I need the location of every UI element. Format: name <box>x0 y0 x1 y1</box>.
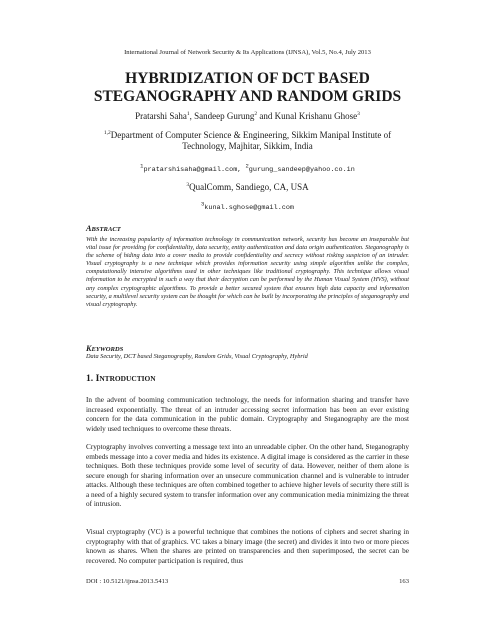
footer-doi: DOI : 10.5121/ijnsa.2013.5413 <box>86 578 169 585</box>
body-paragraph: In the advent of booming communication technology, the needs for information sharing and transfer have increased exponentially. The threat of an intruder accessing secret information has been an ever existing concern for the data communication in the public domain. Cryptography and Steganography are the most widely used techniques to overcome these threats. <box>86 396 409 433</box>
abstract-heading <box>86 224 121 233</box>
author-name: Sandeep Gurung <box>194 111 255 121</box>
affiliation-text: QualComm, Sandiego, CA, USA <box>189 182 309 192</box>
heading-rest: EYWORDS <box>91 346 124 353</box>
heading-initial: 1. I <box>86 373 100 384</box>
heading-rest: BSTRACT <box>91 226 121 233</box>
title-line-1: HYBRIDIZATION OF DCT BASED <box>125 70 370 87</box>
page-number: 163 <box>399 578 409 585</box>
section-heading-introduction <box>86 373 156 384</box>
author-sup: 1 <box>186 111 190 117</box>
email-address: kunal.sghose@gmail.com <box>204 204 295 212</box>
body-paragraph: Cryptography involves converting a message text into an unreadable cipher. On the other hand, Steganography embeds message into a cover media and hides its existence. A digital image is considered as the carrier in these techniques. Both these techniques provide some level of security of data. However, neither of them alone is secure enough for sharing information over an unsecure communication channel and is vulnerable to intruder attacks. Although these techniques are often combined together to achieve higher levels of security there still is a need of a highly secured system to transfer information over any communication media minimizing the threat of intrusion. <box>86 443 409 508</box>
author-name: Pratarshi Saha <box>135 111 187 121</box>
email-address: gurung_sandeep@yahoo.co.in <box>248 166 355 174</box>
heading-initial: K <box>86 344 92 353</box>
journal-header: International Journal of Network Security & Its Applications (IJNSA), Vol.5, No.4, July 2013 <box>124 49 371 56</box>
author-sup: 2 <box>254 111 258 117</box>
author-separator: and <box>257 111 275 121</box>
email-sup: 2 <box>245 162 249 170</box>
email-sup: 1 <box>140 162 144 170</box>
affiliation-sup: 3 <box>186 182 190 188</box>
email-sup: 3 <box>200 200 205 208</box>
heading-rest: NTRODUCTION <box>99 374 156 383</box>
email-line-1 <box>0 162 495 174</box>
affiliation-sup: 1,2 <box>103 130 111 136</box>
keywords-text: Data Security, DCT based Steganography, Random Grids, Visual Cryptography, Hybrid <box>86 353 308 360</box>
paper-title <box>40 70 455 106</box>
affiliation-line-1: Department of Computer Science & Engineering, Sikkim Manipal Institute of <box>110 130 392 140</box>
body-paragraph: Visual cryptography (VC) is a powerful technique that combines the notions of ciphers and secret sharing in cryptography with that of graphics. VC takes a binary image (the secret) and divides it into two or more pieces known as shares. When the shares are printed on transparencies and then superimposed, the secret can be recovered. No computer participation is required, thus <box>86 528 409 565</box>
email-address: pratarshisaha@gmail.com, <box>143 166 242 174</box>
affiliation-2 <box>0 182 495 192</box>
author-sup: 3 <box>357 111 360 117</box>
author-name: Kunal Krishanu Ghose <box>274 111 358 121</box>
affiliation-line-2: Technology, Majhitar, Sikkim, India <box>182 141 313 151</box>
affiliation-1 <box>80 130 415 152</box>
title-line-2: STEGANOGRAPHY AND RANDOM GRIDS <box>93 88 402 105</box>
keywords-heading <box>86 344 123 353</box>
heading-initial: A <box>86 224 92 233</box>
email-line-2 <box>0 200 495 212</box>
abstract-text: With the increasing popularity of information technology in communication network, security has become an inseparable but vital issue for providing for confidentiality, data security, entity authentication and data origin authentication. Steganography is the scheme of hiding data into a cover media to provide confidentiality and secrecy without risking suspicion of an intruder. Visual cryptography is a new technique which provides information security using simple algorithm unlike the complex, computationally intensive algorithms used in other techniques like traditional cryptography. This technique allows visual information to be encrypted in such a way that their decryption can be performed by the Human Visual System (HVS), without any complex cryptographic algorithms. To provide a better secured system that ensures high data capacity and information security, a multilevel security system can be thought for which can be built by incorporating the principles of steganography and visual cryptography. <box>86 236 409 308</box>
author-separator: , <box>189 111 195 121</box>
author-list <box>0 111 495 121</box>
